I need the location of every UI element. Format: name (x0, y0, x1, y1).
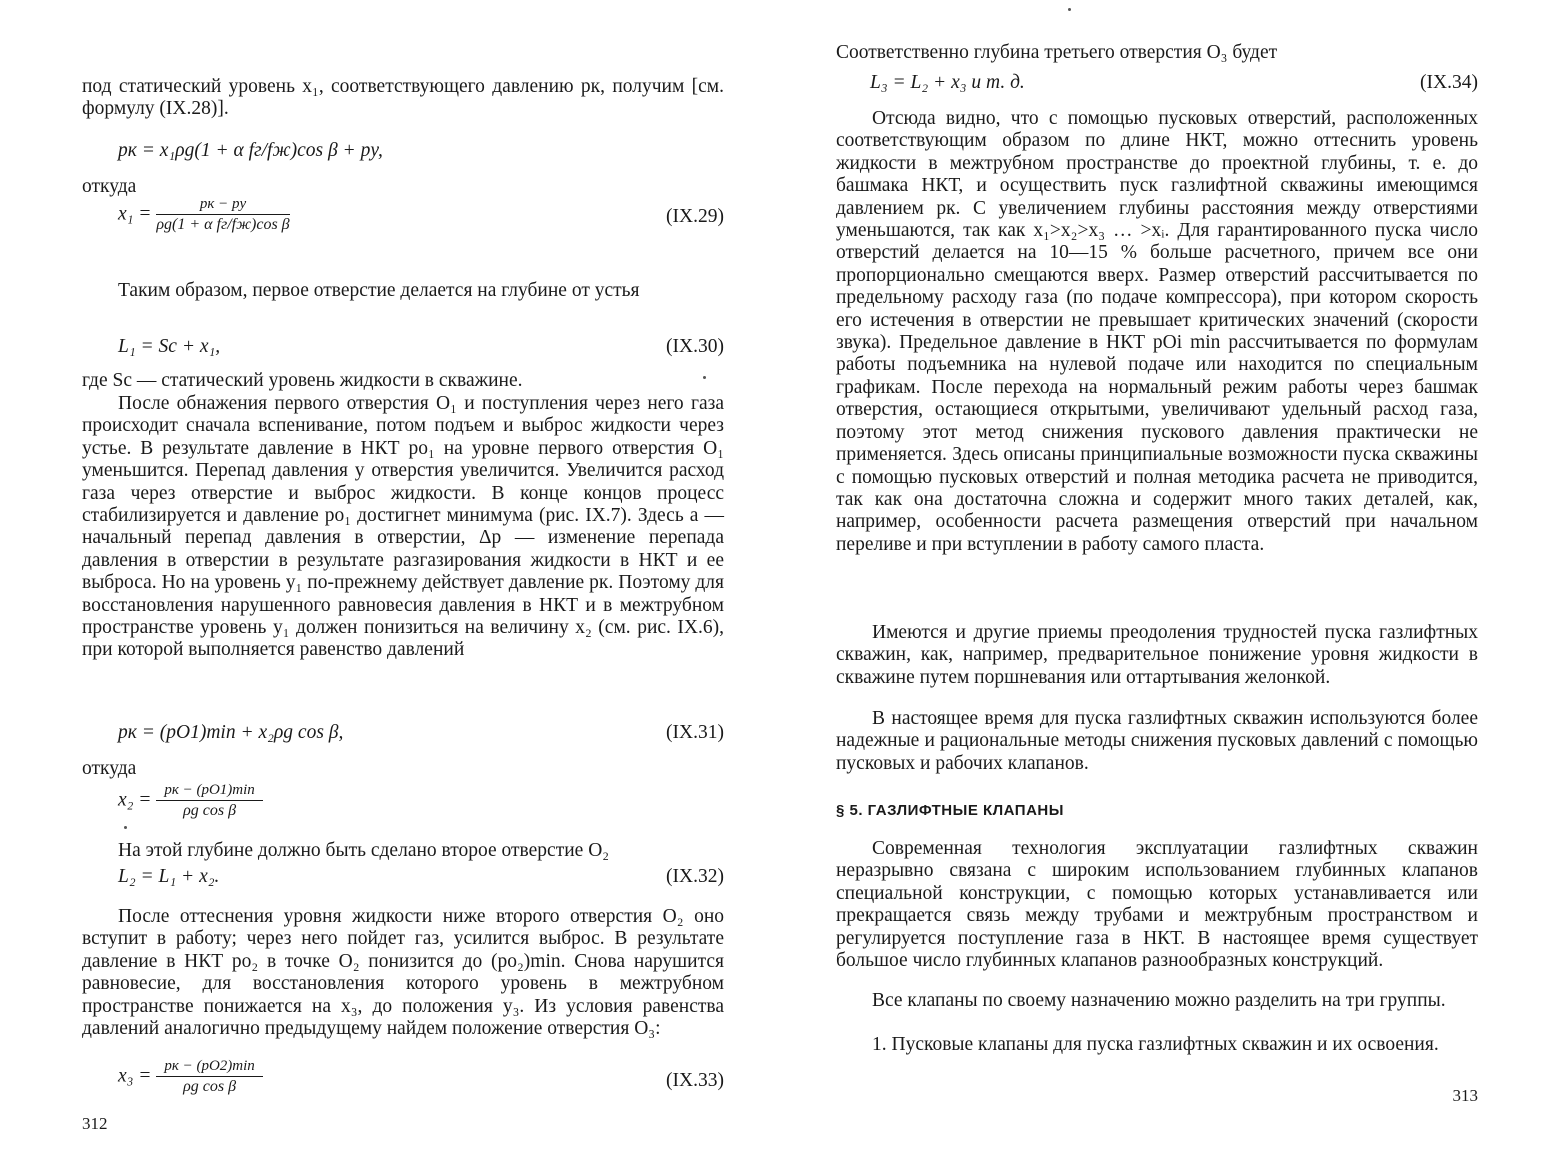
fraction (156, 1058, 262, 1096)
paragraph: где Sс — статический уровень жидкости в скважине. (82, 370, 523, 391)
paragraph: Таким образом, первое отверстие делается на глубине от устья (118, 280, 640, 301)
numerator: pк − (pO1)min (156, 782, 262, 801)
fraction (156, 196, 289, 234)
numerator: pк − pу (156, 196, 289, 215)
numerator: pк − (pO2)min (156, 1058, 262, 1077)
equation-lhs: x₁ = (118, 203, 152, 225)
equation-number: (IX.29) (666, 206, 724, 227)
equation-number: (IX.31) (666, 722, 724, 743)
equation (118, 196, 290, 234)
connector-word: откуда (82, 758, 137, 779)
denominator: ρg(1 + α fг/fж)cos β (156, 216, 290, 233)
scan-speck (1068, 8, 1071, 11)
page-number: 313 (1452, 1086, 1478, 1105)
page-number: 312 (82, 1114, 108, 1133)
equation-number: (IX.30) (666, 336, 724, 357)
equation (118, 782, 263, 820)
equation: L₂ = L₁ + x₂. (118, 866, 220, 887)
equation-number: (IX.32) (666, 866, 724, 887)
paragraph: В настоящее время для пуска газлифтных скважин используются более надежные и рациональные методы снижения пусковых давлений с помощью пусковых и рабочих клапанов. (836, 708, 1478, 774)
equation: L₃ = L₂ + x₃ и т. д. (870, 72, 1025, 93)
paragraph: Имеются и другие приемы преодоления трудностей пуска газлифтных скважин, как, например, предварительное понижение уровня жидкости в скважине путем поршневания или оттартывания желонкой. (836, 622, 1478, 688)
equation (118, 1058, 263, 1096)
paragraph: Отсюда видно, что с помощью пусковых отверстий, расположенных соответствующим образом по длине НКТ, можно оттеснить уровень жидкости в межтрубном пространстве до проектной глубины, т. е. до башмака НКТ, и осуществить пуск газлифтной скважины имеющимся давлением pк. С увеличением глубины расстояния между отверстиями уменьшаются, так как x₁>x₂>x₃ … >xᵢ. Для гарантированного пуска число отверстий делается на 10—15 % больше расчетного, причем все они пропорционально смещаются вверх. Размер отверстий рассчитывается по предельному расходу газа (по подаче компрессора), при котором скорость его истечения в отверстии не превышает критических значений (скорости звука). Предельное давление в НКТ pOi min рассчитывается по формулам работы подъемника на нулевой подаче или находится по специальным графикам. После перехода на нормальный режим работы через башмак отверстия, остающиеся открытыми, увеличивают удельный расход газа, поэтому этот метод снижения пускового давления практически не применяется. Здесь описаны принципиальные возможности пуска скважины с помощью пусковых отверстий и полная методика расчета не приводится, так как она достаточна сложна и содержит много таких деталей, как, например, особенности расчета размещения отверстий при начальном переливе и при вступлении в работу самого пласта. (836, 108, 1478, 555)
equation: L₁ = Sс + x₁, (118, 336, 221, 357)
equation-lhs: x₂ = (118, 789, 152, 811)
equation-lhs: x₃ = (118, 1065, 152, 1087)
equation-number: (IX.33) (666, 1070, 724, 1091)
equation: pк = (pO1)min + x₂ρg cos β, (118, 722, 344, 743)
paragraph: После обнажения первого отверстия O₁ и поступления через него газа происходит сначала вспенивание, потом подъем и выброс жидкости через устье. В результате давление в НКТ pо₁ на уровне первого отверстия O₁ уменьшится. Перепад давления у отверстия увеличится. Увеличится расход газа через отверстие и выброс жидкости. В конце концов процесс стабилизируется и давление pо₁ достигнет минимума (рис. IX.7). Здесь a — начальный перепад давления в отверстии, Δp — изменение перепада давления в отверстии в результате разгазирования жидкости в НКТ и ее выброса. Но на уровень y₁ по-прежнему действует давление pк. Поэтому для восстановления нарушенного равновесия давления в НКТ и в межтрубном пространстве уровень y₁ должен понизиться на величину x₂ (см. рис. IX.6), при которой выполняется равенство давлений (82, 393, 724, 661)
scan-speck (124, 826, 127, 829)
paragraph: Соответственно глубина третьего отверстия O₃ будет (836, 42, 1278, 63)
connector-word: откуда (82, 176, 137, 197)
paragraph: После оттеснения уровня жидкости ниже второго отверстия O₂ оно вступит в работу; через него пойдет газ, усилится выброс. В результате давление в НКТ pо₂ в точке O₂ понизится до (pо₂)min. Снова нарушится равновесие, для восстановления которого уровень в межтрубном пространстве понижается на x₃, до положения y₃. Из условия равенства давлений аналогично предыдущему найдем положение отверстия O₃: (82, 906, 724, 1040)
denominator: ρg cos β (183, 802, 237, 819)
paragraph: 1. Пусковые клапаны для пуска газлифтных скважин и их освоения. (872, 1034, 1439, 1055)
section-heading: § 5. ГАЗЛИФТНЫЕ КЛАПАНЫ (836, 802, 1064, 819)
equation: pк = x₁ρg(1 + α fг/fж)cos β + pу, (118, 140, 383, 161)
paragraph: Современная технология эксплуатации газлифтных скважин неразрывно связана с широким использованием глубинных клапанов специальной конструкции, с помощью которых устанавливается или прекращается связь между трубами и межтрубным пространством и регулируется поступление газа в НКТ. В настоящее время существует большое число глубинных клапанов разнообразных конструкций. (836, 838, 1478, 972)
paragraph: На этой глубине должно быть сделано второе отверстие O₂ (118, 840, 610, 861)
equation-number: (IX.34) (1420, 72, 1478, 93)
denominator: ρg cos β (183, 1078, 237, 1095)
fraction (156, 782, 262, 820)
paragraph: Все клапаны по своему назначению можно разделить на три группы. (872, 990, 1446, 1011)
paragraph: под статический уровень x₁, соответствующего давлению pк, получим [см. формулу (IX.28)]. (82, 76, 724, 120)
scan-speck (703, 376, 706, 379)
